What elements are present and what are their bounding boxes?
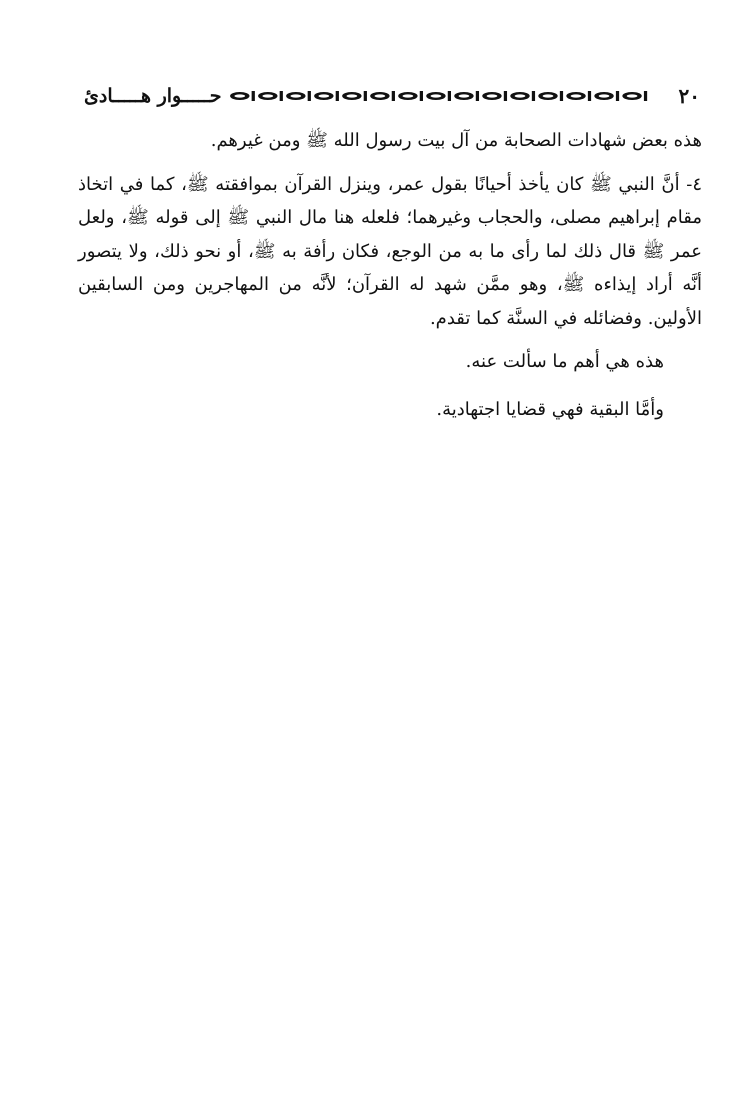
intro-paragraph: هذه بعض شهادات الصحابة من آل بيت رسول الله ﷺ ومن غيرهم.: [210, 130, 702, 151]
running-title: حـــــوار هـــــادئ: [84, 85, 222, 107]
ornament-divider: [229, 87, 660, 105]
ornament-pattern-icon: [229, 87, 660, 105]
page-number: ٢٠: [678, 84, 700, 108]
page-header: [84, 82, 700, 110]
page-body: [78, 124, 702, 426]
closing-line-2: وأمَّا البقية فهي قضايا اجتهادية.: [436, 398, 664, 420]
closing-line-1: هذه هي أهم ما سألت عنه.: [465, 351, 664, 372]
point-4-paragraph: ٤- أنَّ النبي ﷺ كان يأخذ أحيانًا بقول عمر، وينزل القرآن بموافقته ﷺ، كما في اتخاذ مقام إبراهيم مصلى، والحجاب وغيرهما؛ فلعله هنا مال النبي ﷺ إلى قوله ﷺ، ولعل عمر ﷺ قال ذلك لما رأى ما به من الوجع، فكان رأفة به ﷺ، أو نحو ذلك، ولا يتصور أنَّه أراد إيذاءه ﷺ، وهو ممَّن شهد له القرآن؛ لأنَّه من المهاجرين ومن السابقين الأولين. وفضائله في السنَّة كما تقدم.: [78, 173, 702, 329]
